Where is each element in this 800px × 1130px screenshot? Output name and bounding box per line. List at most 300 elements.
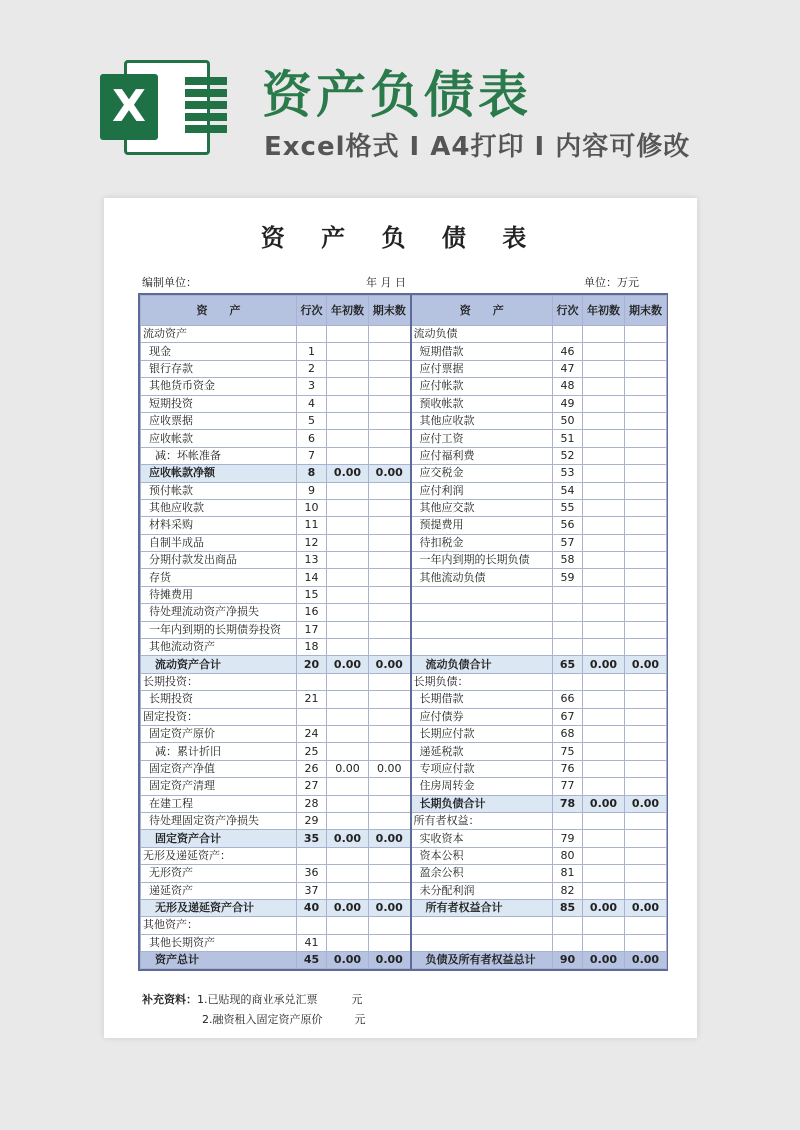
asset-name-cell: 减：累计折旧 — [141, 743, 297, 760]
asset-ending-cell — [369, 447, 411, 464]
asset-name-cell: 短期投资 — [141, 395, 297, 412]
liability-beginning-cell — [583, 760, 625, 777]
liability-beginning-cell — [583, 343, 625, 360]
table-row — [141, 517, 667, 534]
table-row — [141, 725, 667, 742]
liability-line-no-cell: 48 — [553, 378, 583, 395]
asset-beginning-cell — [327, 395, 369, 412]
asset-beginning-cell — [327, 812, 369, 829]
asset-line-no-cell: 28 — [297, 795, 327, 812]
asset-beginning-cell — [327, 326, 369, 343]
header-ending-2: 期末数 — [625, 296, 667, 326]
asset-ending-cell — [369, 917, 411, 934]
liability-line-no-cell — [553, 326, 583, 343]
liability-name-cell: 预收帐款 — [411, 395, 553, 412]
liability-ending-cell — [625, 778, 667, 795]
liability-line-no-cell — [553, 586, 583, 603]
asset-beginning-cell — [327, 482, 369, 499]
asset-beginning-cell: 0.00 — [327, 465, 369, 482]
asset-ending-cell — [369, 743, 411, 760]
asset-line-no-cell: 3 — [297, 378, 327, 395]
liability-ending-cell — [625, 708, 667, 725]
liability-name-cell: 所有者权益： — [411, 812, 553, 829]
liability-beginning-cell — [583, 604, 625, 621]
asset-ending-cell — [369, 395, 411, 412]
asset-name-cell: 分期付款发出商品 — [141, 552, 297, 569]
liability-line-no-cell: 51 — [553, 430, 583, 447]
liability-beginning-cell — [583, 552, 625, 569]
asset-name-cell: 现金 — [141, 343, 297, 360]
asset-beginning-cell: 0.00 — [327, 952, 369, 969]
liability-line-no-cell — [553, 812, 583, 829]
note-unit-2: 元 — [354, 1013, 366, 1026]
asset-ending-cell — [369, 778, 411, 795]
table-row — [141, 952, 667, 969]
liability-ending-cell — [625, 882, 667, 899]
asset-beginning-cell — [327, 673, 369, 690]
liability-line-no-cell — [553, 917, 583, 934]
asset-line-no-cell: 4 — [297, 395, 327, 412]
table-row — [141, 552, 667, 569]
liability-ending-cell — [625, 534, 667, 551]
asset-name-cell: 资产总计 — [141, 952, 297, 969]
liability-ending-cell: 0.00 — [625, 899, 667, 916]
liability-ending-cell — [625, 865, 667, 882]
asset-beginning-cell — [327, 604, 369, 621]
liability-beginning-cell — [583, 360, 625, 377]
liability-beginning-cell — [583, 934, 625, 951]
asset-name-cell: 固定资产原价 — [141, 725, 297, 742]
liability-name-cell: 预提费用 — [411, 517, 553, 534]
liability-line-no-cell: 68 — [553, 725, 583, 742]
liability-line-no-cell — [553, 673, 583, 690]
liability-line-no-cell: 79 — [553, 830, 583, 847]
header-line-no-2: 行次 — [553, 296, 583, 326]
asset-beginning-cell — [327, 934, 369, 951]
liability-ending-cell: 0.00 — [625, 656, 667, 673]
asset-name-cell: 无形及递延资产合计 — [141, 899, 297, 916]
liability-beginning-cell — [583, 621, 625, 638]
asset-ending-cell: 0.00 — [369, 952, 411, 969]
table-row — [141, 882, 667, 899]
asset-line-no-cell: 25 — [297, 743, 327, 760]
asset-name-cell: 材料采购 — [141, 517, 297, 534]
table-row — [141, 343, 667, 360]
liability-line-no-cell: 81 — [553, 865, 583, 882]
liability-beginning-cell — [583, 534, 625, 551]
liability-ending-cell — [625, 378, 667, 395]
asset-ending-cell: 0.00 — [369, 656, 411, 673]
liability-name-cell: 其他应交款 — [411, 499, 553, 516]
asset-name-cell: 存货 — [141, 569, 297, 586]
asset-beginning-cell — [327, 865, 369, 882]
asset-ending-cell — [369, 865, 411, 882]
asset-ending-cell — [369, 604, 411, 621]
liability-ending-cell — [625, 552, 667, 569]
asset-ending-cell — [369, 812, 411, 829]
asset-beginning-cell — [327, 360, 369, 377]
liability-beginning-cell — [583, 517, 625, 534]
note-unit-1: 元 — [351, 993, 363, 1006]
liability-name-cell: 负债及所有者权益总计 — [411, 952, 553, 969]
asset-line-no-cell: 6 — [297, 430, 327, 447]
liability-name-cell — [411, 917, 553, 934]
asset-beginning-cell — [327, 534, 369, 551]
asset-beginning-cell — [327, 517, 369, 534]
table-row — [141, 534, 667, 551]
liability-beginning-cell — [583, 917, 625, 934]
note-line-2: 2.融资租入固定资产原价 — [202, 1013, 323, 1026]
liability-line-no-cell: 80 — [553, 847, 583, 864]
liability-beginning-cell — [583, 847, 625, 864]
table-row — [141, 673, 667, 690]
asset-ending-cell — [369, 934, 411, 951]
banner — [0, 0, 800, 190]
table-row — [141, 917, 667, 934]
asset-name-cell: 无形资产 — [141, 865, 297, 882]
liability-ending-cell — [625, 499, 667, 516]
asset-name-cell: 长期投资： — [141, 673, 297, 690]
table-row — [141, 360, 667, 377]
liability-name-cell: 未分配利润 — [411, 882, 553, 899]
asset-name-cell: 自制半成品 — [141, 534, 297, 551]
asset-line-no-cell: 20 — [297, 656, 327, 673]
liability-ending-cell — [625, 621, 667, 638]
excel-logo-letter: X — [100, 74, 158, 140]
header-liabilities: 资 产 — [411, 296, 553, 326]
asset-name-cell: 减：坏帐准备 — [141, 447, 297, 464]
asset-name-cell: 一年内到期的长期债券投资 — [141, 621, 297, 638]
supplementary-notes — [142, 991, 366, 1031]
asset-name-cell: 其他流动资产 — [141, 639, 297, 656]
asset-line-no-cell: 26 — [297, 760, 327, 777]
header-ending: 期末数 — [369, 296, 411, 326]
asset-beginning-cell — [327, 917, 369, 934]
asset-name-cell: 预付帐款 — [141, 482, 297, 499]
asset-ending-cell: 0.00 — [369, 830, 411, 847]
table-row — [141, 639, 667, 656]
liability-line-no-cell: 82 — [553, 882, 583, 899]
asset-beginning-cell — [327, 708, 369, 725]
asset-line-no-cell: 15 — [297, 586, 327, 603]
liability-beginning-cell — [583, 691, 625, 708]
liability-line-no-cell: 52 — [553, 447, 583, 464]
liability-name-cell: 资本公积 — [411, 847, 553, 864]
liability-line-no-cell: 66 — [553, 691, 583, 708]
asset-name-cell: 待处理流动资产净损失 — [141, 604, 297, 621]
liability-line-no-cell: 65 — [553, 656, 583, 673]
liability-ending-cell — [625, 830, 667, 847]
liability-name-cell: 专项应付款 — [411, 760, 553, 777]
liability-name-cell: 长期应付款 — [411, 725, 553, 742]
asset-ending-cell — [369, 360, 411, 377]
liability-beginning-cell — [583, 326, 625, 343]
table-row — [141, 569, 667, 586]
asset-ending-cell — [369, 552, 411, 569]
liability-ending-cell — [625, 604, 667, 621]
table-row — [141, 847, 667, 864]
asset-line-no-cell — [297, 847, 327, 864]
table-row — [141, 621, 667, 638]
liability-beginning-cell — [583, 586, 625, 603]
header-line-no: 行次 — [297, 296, 327, 326]
liability-name-cell: 应付利润 — [411, 482, 553, 499]
table-row — [141, 326, 667, 343]
asset-line-no-cell: 11 — [297, 517, 327, 534]
banner-title: 资产负债表 — [262, 66, 532, 124]
liability-beginning-cell — [583, 639, 625, 656]
liability-beginning-cell — [583, 743, 625, 760]
liability-ending-cell — [625, 725, 667, 742]
liability-ending-cell — [625, 430, 667, 447]
table-row — [141, 430, 667, 447]
liability-ending-cell: 0.00 — [625, 795, 667, 812]
asset-line-no-cell: 10 — [297, 499, 327, 516]
liability-line-no-cell: 47 — [553, 360, 583, 377]
asset-beginning-cell — [327, 847, 369, 864]
asset-name-cell: 递延资产 — [141, 882, 297, 899]
asset-line-no-cell: 2 — [297, 360, 327, 377]
liability-name-cell: 长期负债： — [411, 673, 553, 690]
asset-name-cell: 应收帐款 — [141, 430, 297, 447]
table-row — [141, 378, 667, 395]
liability-name-cell: 待扣税金 — [411, 534, 553, 551]
liability-ending-cell — [625, 934, 667, 951]
liability-beginning-cell: 0.00 — [583, 952, 625, 969]
asset-beginning-cell — [327, 499, 369, 516]
liability-ending-cell — [625, 412, 667, 429]
banner-subtitle: Excel格式 I A4打印 I 内容可修改 — [264, 132, 691, 162]
asset-ending-cell — [369, 482, 411, 499]
liability-line-no-cell: 55 — [553, 499, 583, 516]
liability-name-cell: 递延税款 — [411, 743, 553, 760]
table-row — [141, 743, 667, 760]
liability-name-cell: 其他应收款 — [411, 412, 553, 429]
liability-name-cell: 应付福利费 — [411, 447, 553, 464]
liability-name-cell: 短期借款 — [411, 343, 553, 360]
asset-ending-cell — [369, 639, 411, 656]
asset-name-cell: 流动资产合计 — [141, 656, 297, 673]
asset-ending-cell — [369, 534, 411, 551]
header-beginning: 年初数 — [327, 296, 369, 326]
asset-line-no-cell: 16 — [297, 604, 327, 621]
liability-beginning-cell — [583, 499, 625, 516]
asset-beginning-cell — [327, 691, 369, 708]
asset-ending-cell — [369, 586, 411, 603]
excel-logo-icon — [100, 60, 210, 155]
table-row — [141, 499, 667, 516]
liability-beginning-cell — [583, 708, 625, 725]
liability-beginning-cell — [583, 673, 625, 690]
liability-ending-cell — [625, 447, 667, 464]
asset-ending-cell — [369, 569, 411, 586]
asset-line-no-cell: 5 — [297, 412, 327, 429]
liability-line-no-cell: 58 — [553, 552, 583, 569]
asset-line-no-cell: 40 — [297, 899, 327, 916]
liability-name-cell: 应付帐款 — [411, 378, 553, 395]
asset-ending-cell — [369, 343, 411, 360]
liability-line-no-cell: 50 — [553, 412, 583, 429]
asset-beginning-cell — [327, 412, 369, 429]
liability-name-cell: 流动负债 — [411, 326, 553, 343]
asset-name-cell: 待处理固定资产净损失 — [141, 812, 297, 829]
asset-line-no-cell: 24 — [297, 725, 327, 742]
liability-ending-cell — [625, 847, 667, 864]
compiling-unit-label: 编制单位： — [142, 276, 197, 289]
asset-ending-cell — [369, 621, 411, 638]
liability-name-cell: 一年内到期的长期负债 — [411, 552, 553, 569]
asset-beginning-cell — [327, 552, 369, 569]
liability-ending-cell — [625, 343, 667, 360]
liability-name-cell: 住房周转金 — [411, 778, 553, 795]
liability-line-no-cell: 75 — [553, 743, 583, 760]
liability-name-cell: 长期负债合计 — [411, 795, 553, 812]
liability-name-cell: 应付票据 — [411, 360, 553, 377]
liability-beginning-cell: 0.00 — [583, 656, 625, 673]
asset-ending-cell: 0.00 — [369, 465, 411, 482]
asset-name-cell: 固定投资： — [141, 708, 297, 725]
asset-ending-cell — [369, 326, 411, 343]
liability-line-no-cell — [553, 621, 583, 638]
asset-line-no-cell: 13 — [297, 552, 327, 569]
asset-name-cell: 其他资产： — [141, 917, 297, 934]
asset-line-no-cell: 45 — [297, 952, 327, 969]
liability-line-no-cell — [553, 639, 583, 656]
header-beginning-2: 年初数 — [583, 296, 625, 326]
table-row — [141, 482, 667, 499]
table-row — [141, 760, 667, 777]
date-label: 年 月 日 — [366, 276, 406, 289]
liability-ending-cell — [625, 586, 667, 603]
liability-name-cell: 实收资本 — [411, 830, 553, 847]
asset-beginning-cell — [327, 639, 369, 656]
asset-beginning-cell — [327, 447, 369, 464]
liability-beginning-cell — [583, 447, 625, 464]
liability-ending-cell — [625, 395, 667, 412]
liability-beginning-cell — [583, 395, 625, 412]
table-row — [141, 465, 667, 482]
asset-line-no-cell: 8 — [297, 465, 327, 482]
liability-name-cell: 应付工资 — [411, 430, 553, 447]
liability-line-no-cell — [553, 934, 583, 951]
asset-ending-cell — [369, 412, 411, 429]
liability-name-cell: 应交税金 — [411, 465, 553, 482]
liability-line-no-cell: 53 — [553, 465, 583, 482]
asset-ending-cell — [369, 673, 411, 690]
liability-line-no-cell: 67 — [553, 708, 583, 725]
asset-name-cell: 其他应收款 — [141, 499, 297, 516]
asset-beginning-cell — [327, 378, 369, 395]
asset-ending-cell — [369, 430, 411, 447]
liability-line-no-cell: 78 — [553, 795, 583, 812]
liability-beginning-cell — [583, 725, 625, 742]
liability-ending-cell — [625, 760, 667, 777]
table-row — [141, 795, 667, 812]
asset-line-no-cell: 41 — [297, 934, 327, 951]
table-row — [141, 586, 667, 603]
table-row — [141, 691, 667, 708]
table-row — [141, 708, 667, 725]
liability-line-no-cell: 85 — [553, 899, 583, 916]
asset-line-no-cell — [297, 326, 327, 343]
liability-ending-cell: 0.00 — [625, 952, 667, 969]
liability-beginning-cell — [583, 812, 625, 829]
liability-beginning-cell — [583, 569, 625, 586]
asset-beginning-cell — [327, 778, 369, 795]
asset-line-no-cell: 12 — [297, 534, 327, 551]
asset-line-no-cell — [297, 708, 327, 725]
asset-line-no-cell: 21 — [297, 691, 327, 708]
asset-ending-cell — [369, 691, 411, 708]
liability-name-cell: 应付债券 — [411, 708, 553, 725]
liability-line-no-cell: 54 — [553, 482, 583, 499]
asset-line-no-cell: 1 — [297, 343, 327, 360]
table-row — [141, 656, 667, 673]
document-title: 资 产 负 债 表 — [260, 224, 541, 252]
liability-name-cell — [411, 604, 553, 621]
note-line-1: 1.已贴现的商业承兑汇票 — [197, 993, 318, 1006]
asset-name-cell: 流动资产 — [141, 326, 297, 343]
table-row — [141, 604, 667, 621]
asset-beginning-cell: 0.00 — [327, 899, 369, 916]
liability-ending-cell — [625, 673, 667, 690]
asset-name-cell: 银行存款 — [141, 360, 297, 377]
asset-line-no-cell: 35 — [297, 830, 327, 847]
asset-ending-cell — [369, 517, 411, 534]
asset-line-no-cell: 9 — [297, 482, 327, 499]
asset-line-no-cell: 14 — [297, 569, 327, 586]
asset-beginning-cell — [327, 586, 369, 603]
liability-line-no-cell: 59 — [553, 569, 583, 586]
liability-ending-cell — [625, 326, 667, 343]
asset-ending-cell — [369, 378, 411, 395]
liability-ending-cell — [625, 517, 667, 534]
liability-name-cell — [411, 621, 553, 638]
liability-name-cell — [411, 639, 553, 656]
liability-line-no-cell: 46 — [553, 343, 583, 360]
notes-label: 补充资料： — [142, 993, 197, 1006]
asset-line-no-cell — [297, 673, 327, 690]
asset-ending-cell — [369, 499, 411, 516]
liability-beginning-cell: 0.00 — [583, 899, 625, 916]
liability-line-no-cell — [553, 604, 583, 621]
asset-name-cell: 固定资产清理 — [141, 778, 297, 795]
liability-beginning-cell — [583, 865, 625, 882]
liability-beginning-cell — [583, 412, 625, 429]
asset-beginning-cell: 0.00 — [327, 830, 369, 847]
asset-beginning-cell — [327, 343, 369, 360]
liability-beginning-cell — [583, 882, 625, 899]
asset-beginning-cell — [327, 621, 369, 638]
liability-name-cell: 长期借款 — [411, 691, 553, 708]
asset-beginning-cell — [327, 725, 369, 742]
asset-line-no-cell: 29 — [297, 812, 327, 829]
asset-line-no-cell — [297, 917, 327, 934]
table-row — [141, 412, 667, 429]
liability-name-cell: 其他流动负债 — [411, 569, 553, 586]
asset-name-cell: 无形及递延资产： — [141, 847, 297, 864]
liability-ending-cell — [625, 691, 667, 708]
asset-beginning-cell — [327, 795, 369, 812]
asset-line-no-cell: 36 — [297, 865, 327, 882]
asset-ending-cell — [369, 847, 411, 864]
asset-name-cell: 固定资产净值 — [141, 760, 297, 777]
asset-beginning-cell: 0.00 — [327, 656, 369, 673]
liability-beginning-cell: 0.00 — [583, 795, 625, 812]
asset-name-cell: 应收票据 — [141, 412, 297, 429]
asset-name-cell: 长期投资 — [141, 691, 297, 708]
asset-ending-cell — [369, 795, 411, 812]
